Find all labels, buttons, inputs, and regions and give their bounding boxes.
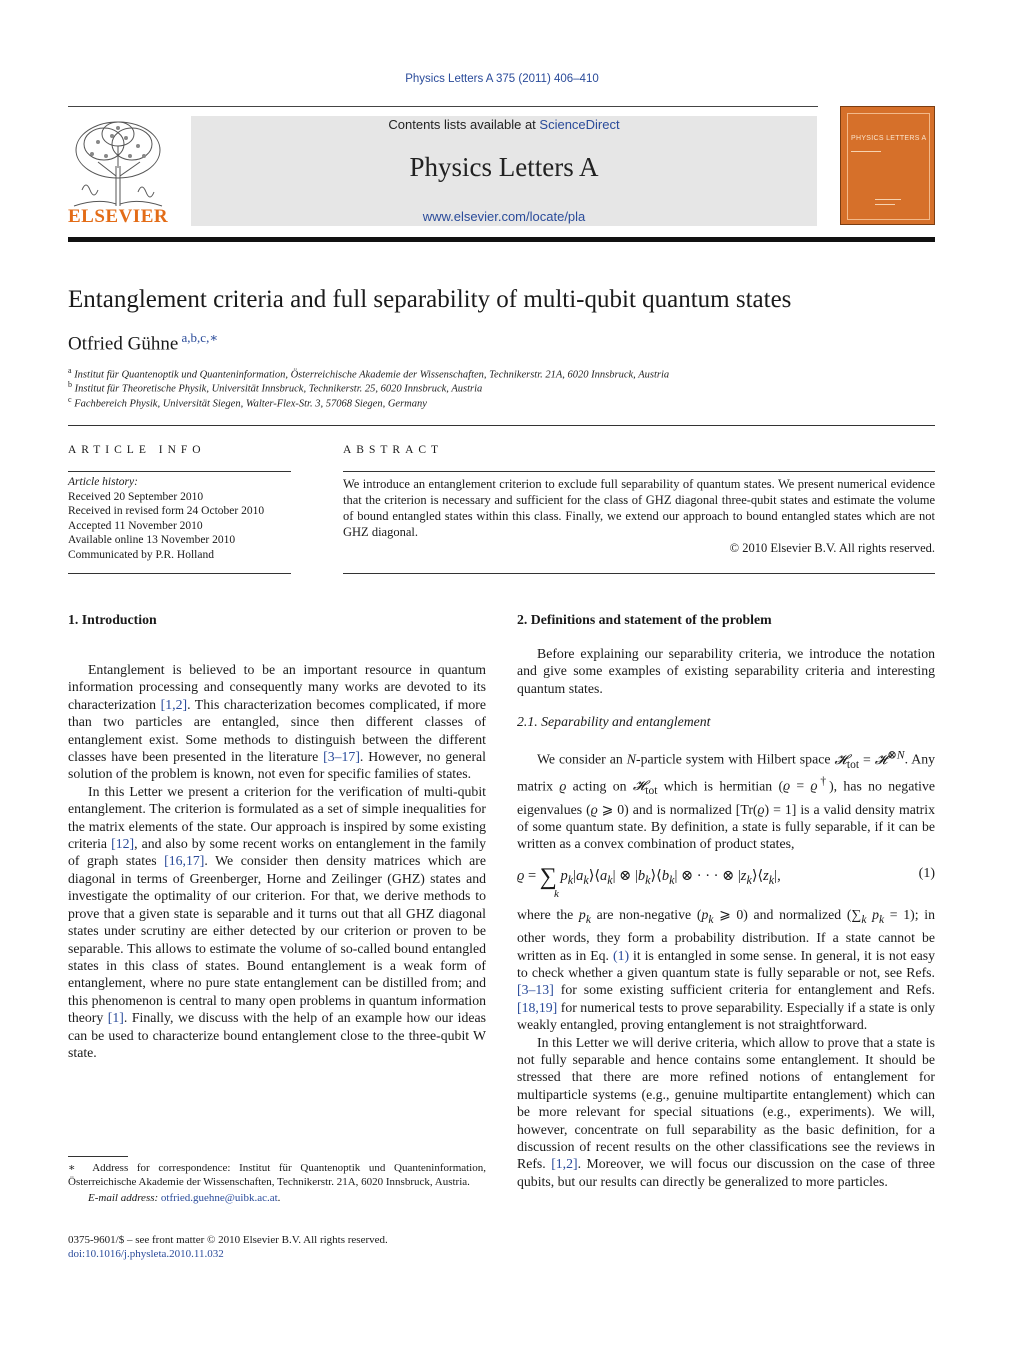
intro-paragraph-1 [68, 661, 486, 783]
header-thick-rule [68, 237, 935, 242]
citation-link[interactable]: [3–17] [323, 749, 360, 765]
affiliation-text: Institut für Quantenoptik und Quanteninformation, Österreichische Akademie der Wissenschaften, Technikerstr. 21A, 6020 Innsbruck, Austria [74, 369, 670, 381]
math-rho: ϱ [757, 801, 765, 817]
history-heading: Article history: [68, 476, 138, 488]
math-N: N [626, 751, 636, 767]
equation-1-body: ϱ = ∑ k $p_k|a_k⟩⟨a_k|$ ⊗ $|b_k⟩⟨b_k|$ ⊗ · · · ⊗ $|z_k⟩⟨z_k|$, [517, 864, 781, 900]
equation-1 [517, 862, 935, 904]
definitions-intro [517, 645, 935, 697]
text-run: ); in other words, they form a probability distribution. If a state cannot be written as in Eq. [517, 907, 936, 963]
math-rho: ϱ [559, 778, 567, 794]
separability-paragraph-1 [517, 747, 935, 853]
citation-link[interactable]: [1] [107, 1010, 124, 1026]
history-received: Received 20 September 2010 [68, 490, 204, 503]
history-online: Available online 13 November 2010 [68, 534, 236, 547]
affiliation-c [68, 395, 427, 410]
citation-link[interactable]: [16,17] [164, 853, 205, 869]
text-run: . Any matrix [517, 751, 935, 794]
contents-prefix: Contents lists available at [388, 117, 540, 132]
math-hilbert-space: 𝓗$_{tot}$ = 𝓗$^{\otimes N}$ [834, 749, 905, 771]
title-block-rule [68, 425, 935, 426]
author-affiliation-marks[interactable]: a,b,c,∗ [181, 330, 219, 345]
citation-link[interactable]: [12] [111, 836, 135, 852]
text-run: . However, no general solution of the problem is known, not even for specific families of states. [68, 749, 486, 782]
abstract-copyright: © 2010 Elsevier B.V. All rights reserved. [729, 541, 935, 555]
header-top-rule [68, 106, 818, 107]
elsevier-wordmark: ELSEVIER [68, 206, 169, 227]
cover-line [875, 204, 895, 205]
text-run: . Finally, we discuss with the help of an example how our ideas can be used to characterize bound entanglement close to the three-qubit W state. [68, 1010, 486, 1060]
article-history [68, 475, 264, 563]
affiliation-a [68, 366, 669, 381]
math-positive: ϱ ⩾ 0 [590, 801, 625, 817]
text-run: where the [517, 907, 579, 922]
text-run: In this Letter we will derive criteria, which allow to prove that a state is not fully separable and hence contains some entanglement. It should be stressed that there are more refined notions of entanglement for multiparticle systems (e.g., genuine multipartite entanglement) which can be more relevant for special situations (e.g., experiments). We will, however, concentrate on full separability as the basic definition, for a discussion of recent results on the other classifications see the reviews in Refs. [517, 1034, 935, 1172]
text-run: -particle system with Hilbert space [635, 751, 835, 767]
email-end: . [277, 1192, 281, 1204]
footnote-mark: ∗ [68, 1162, 76, 1174]
history-revised: Received in revised form 24 October 2010 [68, 505, 265, 518]
cover-line [875, 199, 901, 200]
footnote-text: Address for correspondence: Institut für Quantenoptik und Quanteninformation, Österreichische Akademie der Wissenschaften, Technikerstr. 21A, 6020 Innsbruck, Austria. [68, 1162, 486, 1188]
text-run: , and also by some recent works on entanglement in the family of graph states [68, 836, 486, 869]
intro-paragraph-2 [68, 783, 486, 1062]
text-run: . This characterization becomes complicated, if more than two particles are entangled, since then different classes of entanglement exist. Some methods to distinguish between the different classes have been presented in the literature [68, 696, 486, 765]
citation-link[interactable]: [3–13] [517, 982, 554, 998]
text-run: are non-negative ( [590, 907, 702, 922]
text-run: ) and normalized ( [743, 907, 852, 922]
text-run: Entanglement is believed to be an important resource in quantum information processing and consequently many works are devoted to its characterization [68, 662, 486, 712]
history-accepted: Accepted 11 November 2010 [68, 519, 203, 532]
article-title: Entanglement criteria and full separability of multi-qubit quantum states [68, 286, 792, 313]
journal-citation[interactable]: Physics Letters A 375 (2011) 406–410 [405, 73, 599, 85]
math-h-tot: 𝓗$_{tot}$ [632, 778, 658, 798]
text-run: ) and is normalized [Tr( [624, 801, 758, 817]
front-matter-line: 0375-9601/$ – see front matter © 2010 Elsevier B.V. All rights reserved. [68, 1234, 388, 1246]
abstract-top-rule [343, 471, 935, 472]
section-1-heading: 1. Introduction [68, 612, 157, 627]
text-run: for some existing sufficient criteria for entanglement and Refs. [553, 982, 935, 998]
cover-title: PHYSICS LETTERS A [851, 135, 927, 142]
math-pk: $p_k$ [578, 907, 591, 926]
text-run: We consider an [537, 751, 627, 767]
abstract-heading: ABSTRACT [343, 444, 444, 456]
article-info-heading: ARTICLE INFO [68, 444, 206, 456]
math-pk-nonneg: $p_k$ ⩾ 0 [701, 907, 744, 926]
definitions-paragraph-1: Before explaining our separability criteria, we introduce the notation and give some examples of existing separability criteria and interesting quantum states. [517, 646, 935, 696]
elsevier-tree-icon [68, 116, 168, 208]
text-run: which is hermitian ( [657, 778, 784, 794]
affiliation-mark: c [68, 395, 72, 404]
citation-link[interactable]: [1,2] [551, 1156, 578, 1172]
affiliation-mark: a [68, 366, 72, 375]
article-info-top-rule [68, 471, 291, 472]
journal-name: Physics Letters A [409, 152, 599, 182]
affiliation-mark: b [68, 380, 72, 389]
text-run: for numerical tests to prove separability. Especially if a state is only weakly entangled, proving entanglement is not straightforward. [517, 999, 935, 1033]
abstract-bottom-rule [343, 573, 935, 574]
separability-continuation [517, 906, 935, 1190]
elsevier-logo[interactable] [68, 116, 168, 228]
separability-paragraph [517, 747, 935, 853]
correspondence-footnote [68, 1161, 486, 1205]
math-normalized: $\sum_k$ $p_k = 1$ [851, 907, 911, 926]
text-run: acting on [566, 778, 633, 794]
text-run: . Moreover, we will focus our discussion on the case of three qubits, but our results can directly be generalized to more particles. [517, 1156, 935, 1189]
introduction-body [68, 661, 486, 1061]
citation-link[interactable]: [1,2] [160, 696, 188, 712]
text-run: . We consider then density matrices which are diagonal in terms of Greenberger, Horne and Zeilinger (GHZ) states and investigate the optimality of our criterion. For that, we derive methods to prove that a given state is separable and it turns out that all GHZ diagonal states under scrutiny are either detected by our criterion or proven to be separable. This allows to estimate the volume of so-called bound entangled states in this class of states. Bound entanglement is a weak form of entanglement, where no pure state entanglement can be distilled from; and this phenomenon is central to many open problems in quantum information theory [68, 853, 486, 1026]
affiliation-b [68, 380, 482, 395]
author-line [68, 330, 218, 355]
equation-1-number: (1) [918, 866, 935, 881]
article-info-bottom-rule [68, 573, 291, 574]
footnote-rule [68, 1156, 128, 1157]
math-hermitian: ϱ = ϱ† [783, 775, 830, 794]
sciencedirect-link[interactable]: ScienceDirect [539, 117, 620, 132]
cover-line [851, 151, 881, 152]
author-name[interactable]: Otfried Gühne [68, 333, 179, 355]
text-run: In this Letter we present a criterion for the verification of multi-qubit entanglement. The criterion is formulated as a set of simple inequalities for the matrix elements of the state. Our approach is inspired by some existing criteria [68, 783, 486, 852]
separability-paragraph-3 [517, 1034, 935, 1191]
affiliation-text: Institut für Theoretische Physik, Universität Innsbruck, Technikerstr. 25, 6020 Innsbruck, Austria [74, 383, 483, 395]
text-run: it is entangled in some sense. In general, it is not easy to check whether a given quantum state is fully separable or not, see Refs. [517, 947, 935, 980]
email-label: E-mail address: [88, 1192, 159, 1204]
affiliation-text: Fachbereich Physik, Universität Siegen, Walter-Flex-Str. 3, 57068 Siegen, Germany [74, 398, 427, 410]
contents-line [191, 117, 817, 132]
abstract-text: We introduce an entanglement criterion to exclude full separability of quantum states. We present numerical evidence that the criterion is necessary and sufficient for the class of GHZ diagonal three-qubit states and estimate the volume of bound entangled states within this class. Finally, we extend our approach to bound entangled states which are not GHZ diagonal. [343, 477, 935, 539]
equation-ref-link[interactable]: (1) [612, 947, 630, 963]
email-link[interactable]: otfried.guehne@uibk.ac.at [160, 1192, 278, 1204]
journal-masthead [191, 116, 817, 226]
citation-link[interactable]: [18,19] [517, 999, 558, 1015]
email-line [68, 1191, 486, 1205]
abstract-body [343, 476, 935, 556]
separability-paragraph-2 [517, 906, 935, 1034]
history-communicated: Communicated by P.R. Holland [68, 548, 214, 561]
journal-url-link[interactable]: www.elsevier.com/locate/pla [422, 209, 586, 224]
text-run: ) = 1] is a valid density matrix of some quantum state. By definition, a state is fully separable, if it can be written as a convex combination of product states, [517, 801, 936, 852]
text-run: ), has no negative eigenvalues ( [517, 778, 936, 817]
doi-link[interactable]: doi:10.1016/j.physleta.2010.11.032 [68, 1248, 224, 1260]
journal-cover-thumbnail[interactable] [840, 106, 935, 225]
section-2-heading: 2. Definitions and statement of the problem [517, 612, 772, 627]
subsection-2-1-heading: 2.1. Separability and entanglement [517, 714, 711, 729]
